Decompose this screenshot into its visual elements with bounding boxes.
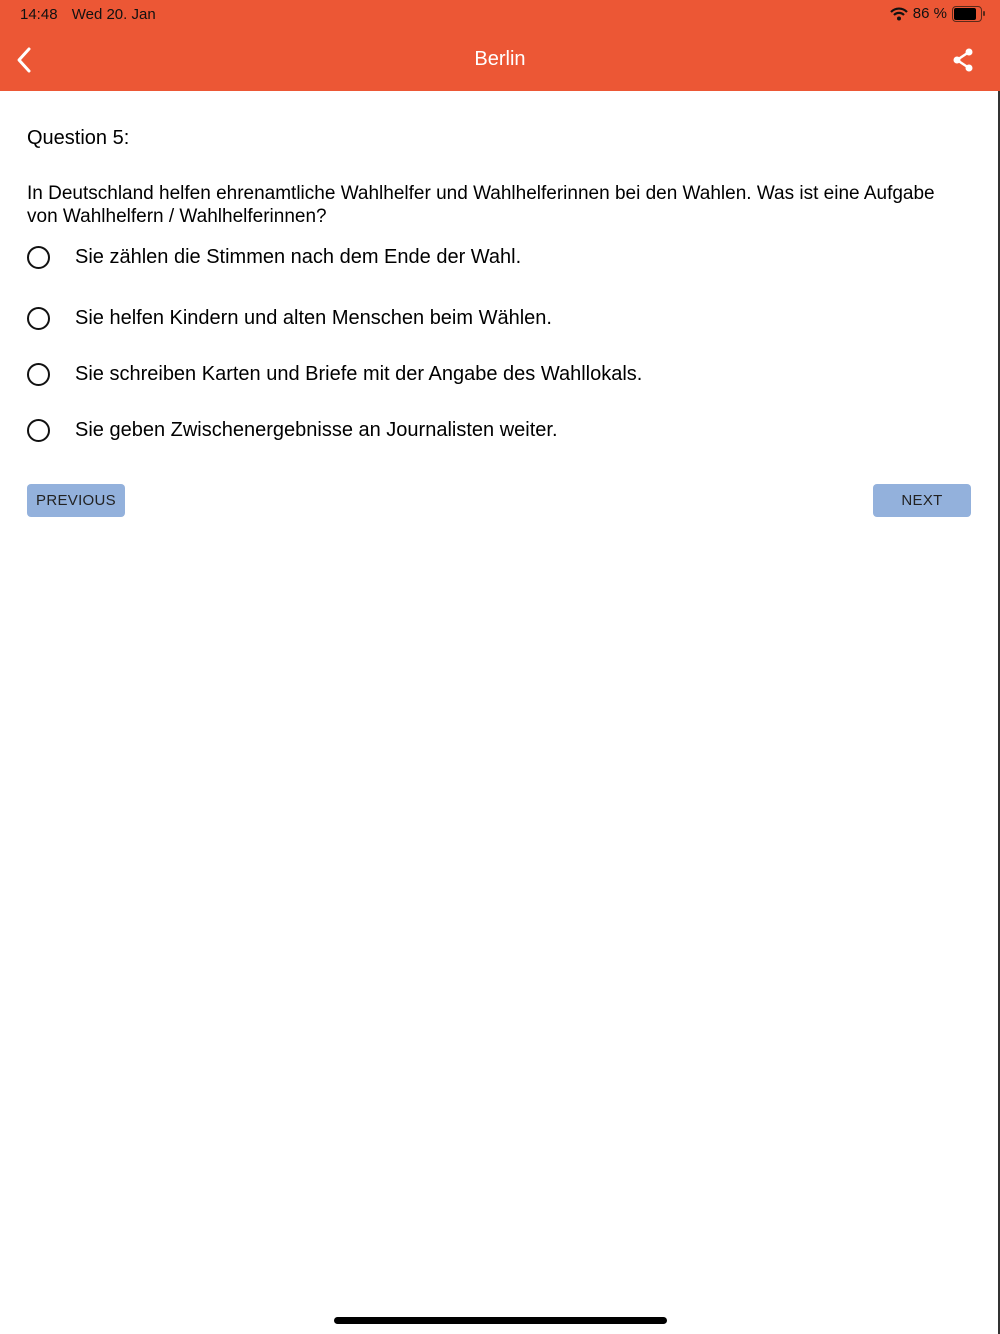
battery-percent: 86 % xyxy=(912,5,947,22)
next-button[interactable]: NEXT xyxy=(873,484,971,517)
radio-button-icon[interactable] xyxy=(27,246,50,269)
page-title: Berlin xyxy=(474,48,526,70)
answer-option[interactable] xyxy=(27,419,558,442)
header-bar xyxy=(0,0,1000,91)
wifi-icon xyxy=(890,7,908,21)
status-bar-right xyxy=(890,5,982,22)
status-time: 14:48 xyxy=(20,6,58,23)
status-date: Wed 20. Jan xyxy=(71,6,156,23)
status-bar-left xyxy=(20,6,166,23)
previous-button[interactable]: PREVIOUS xyxy=(27,484,125,517)
answer-option[interactable] xyxy=(27,307,552,330)
share-icon[interactable] xyxy=(952,48,974,72)
radio-button-icon[interactable] xyxy=(27,307,50,330)
answer-option[interactable] xyxy=(27,363,642,386)
answer-text: Sie zählen die Stimmen nach dem Ende der Wahl. xyxy=(75,246,522,268)
radio-button-icon[interactable] xyxy=(27,419,50,442)
radio-button-icon[interactable] xyxy=(27,363,50,386)
question-number: Question 5: xyxy=(27,127,130,149)
answer-text: Sie geben Zwischenergebnisse an Journalisten weiter. xyxy=(75,419,558,441)
answer-text: Sie helfen Kindern und alten Menschen beim Wählen. xyxy=(75,307,552,329)
battery-icon xyxy=(952,6,982,22)
home-indicator[interactable] xyxy=(334,1317,667,1324)
question-text: In Deutschland helfen ehrenamtliche Wahlhelfer und Wahlhelferinnen bei den Wahlen. Was ist eine Aufgabe von Wahlhelfern / Wahlhelferinnen? xyxy=(27,183,935,227)
answer-option[interactable] xyxy=(27,246,521,269)
answer-text: Sie schreiben Karten und Briefe mit der Angabe des Wahllokals. xyxy=(75,363,643,385)
